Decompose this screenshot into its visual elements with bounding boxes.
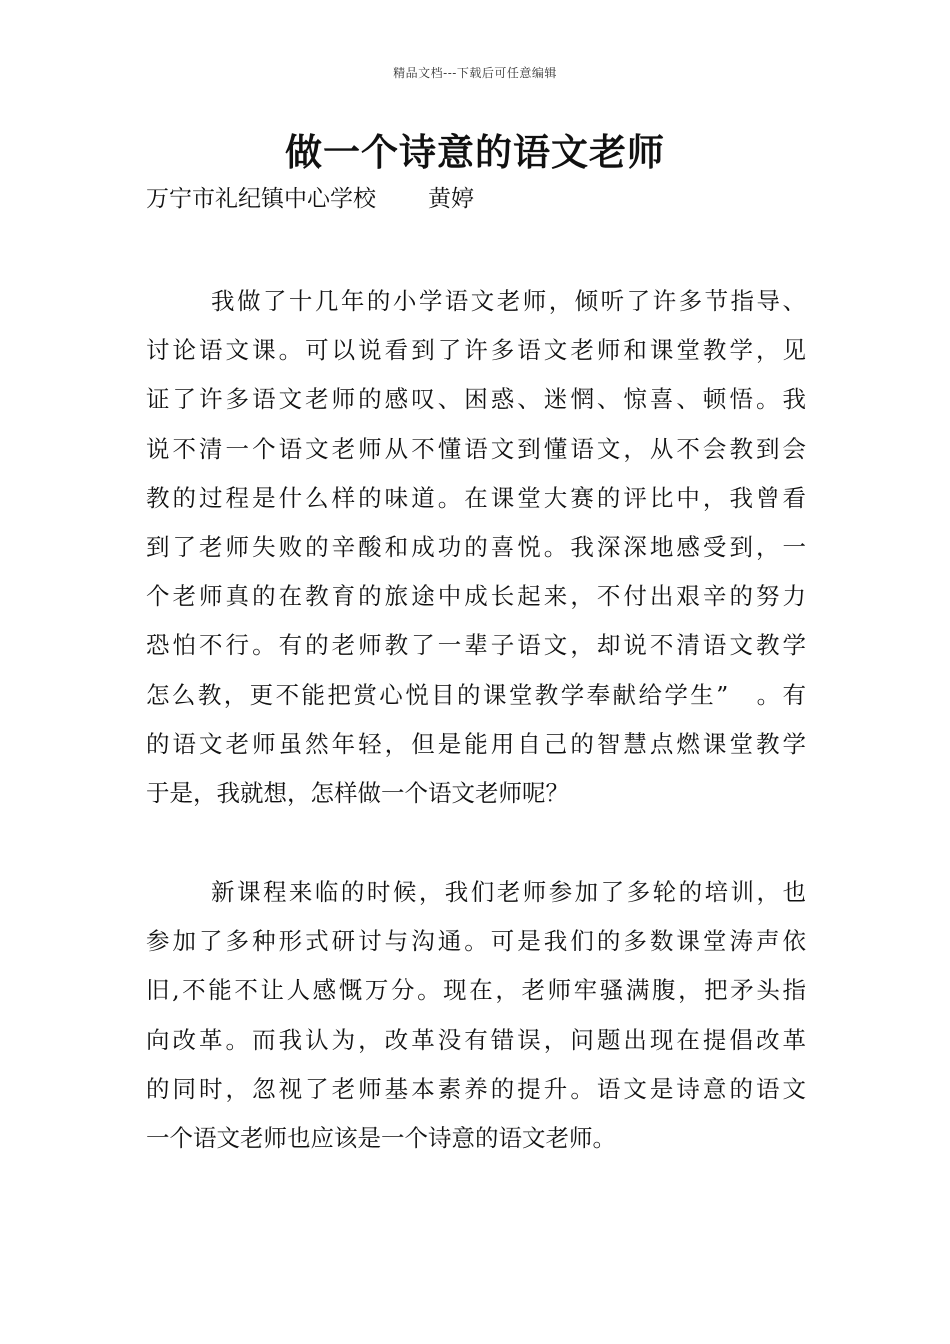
paragraph-line: 新课程来临的时候，我们老师参加了多轮的培训，也 [211,878,806,906]
paragraph-line: 的同时，忽视了老师基本素养的提升。语文是诗意的语文 [146,1074,806,1103]
byline-author: 黄婷 [428,186,474,212]
paragraph-line: 讨论语文课。可以说看到了许多语文老师和课堂教学，见 [146,336,806,365]
paragraph-line: 一个语文老师也应该是一个诗意的语文老师。 [146,1124,616,1153]
paragraph-line: 参加了多种形式研讨与沟通。可是我们的多数课堂涛声依 [146,927,806,956]
paragraph-line: 说不清一个语文老师从不懂语文到懂语文，从不会教到会 [146,434,806,463]
paragraph-line: 向改革。而我认为，改革没有错误，问题出现在提倡改革 [146,1025,806,1054]
page-header: 精品文档---下载后可任意编辑 [393,66,557,80]
paragraph-line: 的语文老师虽然年轻，但是能用自己的智慧点燃课堂教学 [146,729,806,758]
paragraph-line: 怎么教，更不能把赏心悦目的课堂教学奉献给学生” 。有 [146,680,806,709]
document-title: 做一个诗意的语文老师 [285,130,665,174]
paragraph-line: 于是，我就想，怎样做一个语文老师呢？ [146,779,569,808]
paragraph-2 [146,868,806,1163]
paragraph-line: 教的过程是什么样的味道。在课堂大赛的评比中，我曾看 [146,483,806,512]
paragraph-line: 旧,不能不让人感慨万分。现在，老师牢骚满腹，把矛头指 [146,976,806,1005]
byline [146,183,474,215]
paragraph-text [146,277,806,818]
byline-school: 万宁市礼纪镇中心学校 [146,186,376,212]
paragraph-line: 证了许多语文老师的感叹、困惑、迷惘、惊喜、顿悟。我 [146,385,806,414]
paragraph-line: 个老师真的在教育的旅途中成长起来，不付出艰辛的努力 [146,582,806,611]
paragraph-line: 到了老师失败的辛酸和成功的喜悦。我深深地感受到，一 [146,533,806,562]
paragraph-line: 我做了十几年的小学语文老师，倾听了许多节指导、 [211,287,806,315]
paragraph-text [146,868,806,1163]
paragraph-line: 恐怕不行。有的老师教了一辈子语文，却说不清语文教学 [146,631,806,660]
paragraph-1 [146,277,806,818]
